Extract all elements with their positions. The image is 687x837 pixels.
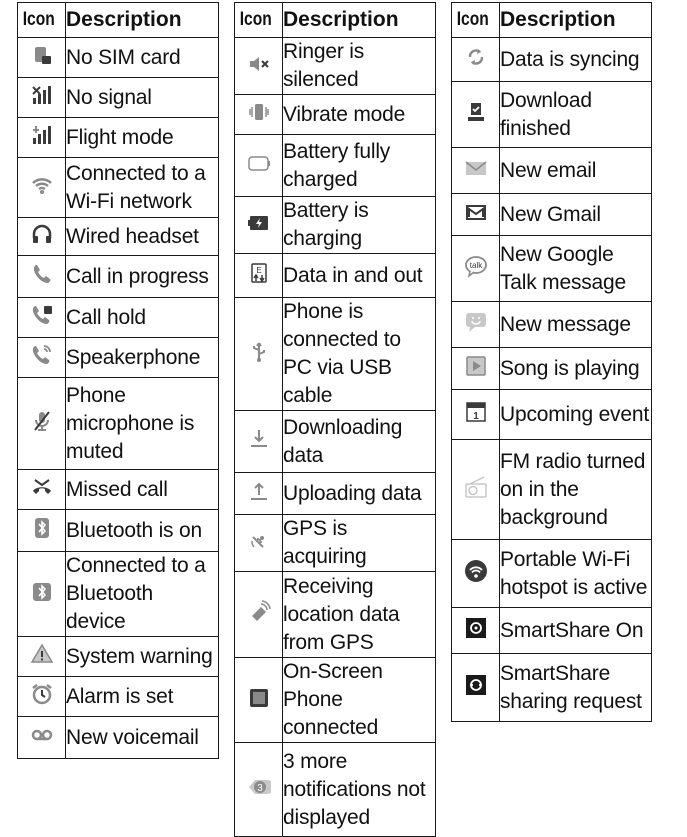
table-header-row	[452, 3, 652, 38]
icon-cell	[452, 540, 500, 608]
syncing-icon	[464, 45, 488, 69]
wifi-icon	[30, 173, 54, 197]
uploading-icon	[247, 479, 271, 503]
icon-cell	[18, 717, 66, 759]
description-cell: Download finished	[500, 82, 652, 148]
icon-cell	[452, 236, 500, 302]
description-cell: Phone microphone is muted	[66, 378, 219, 470]
header-icon: Icon	[239, 3, 278, 38]
description-cell: Phone is connected to PC via USB cable	[283, 298, 436, 411]
flight-mode-icon	[30, 123, 54, 147]
table-row	[18, 256, 219, 298]
icon-cell	[452, 148, 500, 194]
table-row	[452, 236, 652, 302]
table-row	[235, 411, 436, 473]
description-cell: Downloading data	[283, 411, 436, 473]
gps-receiving-icon	[247, 600, 271, 624]
table-row	[235, 135, 436, 197]
call-in-progress-icon	[30, 262, 54, 286]
icon-cell	[18, 298, 66, 338]
google-talk-icon	[464, 254, 488, 278]
description-cell: Ringer is silenced	[283, 38, 436, 95]
svg-text:3: 3	[256, 783, 263, 794]
fm-radio-icon	[464, 475, 488, 499]
icon-cell	[235, 298, 283, 411]
icon-cell	[235, 658, 283, 743]
description-cell: Wired headset	[66, 218, 219, 256]
download-finished-icon	[464, 100, 488, 124]
icon-cell	[18, 38, 66, 78]
icon-cell	[18, 338, 66, 378]
description-cell: Receiving location data from GPS	[283, 572, 436, 658]
system-warning-icon	[30, 642, 54, 666]
description-cell: Speakerphone	[66, 338, 219, 378]
icon-cell	[18, 552, 66, 637]
alarm-icon	[30, 682, 54, 706]
data-in-out-icon	[247, 261, 271, 285]
table-row	[18, 38, 219, 78]
svg-text:E: E	[255, 266, 262, 275]
icon-cell	[18, 78, 66, 118]
gmail-icon	[464, 200, 488, 224]
table-row	[18, 118, 219, 158]
icon-table-2	[234, 2, 436, 837]
table-row	[18, 378, 219, 470]
description-cell: No SIM card	[66, 38, 219, 78]
description-cell: Missed call	[66, 470, 219, 510]
icon-cell	[235, 95, 283, 135]
icon-cell	[235, 135, 283, 197]
icon-cell	[452, 82, 500, 148]
icon-cell	[18, 218, 66, 256]
description-cell: GPS is acquiring	[283, 515, 436, 572]
bluetooth-connected-icon	[30, 580, 54, 604]
table-row	[452, 540, 652, 608]
description-cell: Connected to a Bluetooth device	[66, 552, 219, 637]
description-cell: No signal	[66, 78, 219, 118]
icon-table-3	[451, 2, 652, 722]
table-row	[235, 197, 436, 254]
table-row	[452, 38, 652, 82]
header-description: Description	[500, 3, 652, 38]
table-row	[235, 743, 436, 837]
description-cell: Uploading data	[283, 473, 436, 515]
usb-icon	[247, 340, 271, 364]
table-row	[18, 158, 219, 218]
table-row	[18, 637, 219, 677]
icon-cell	[452, 654, 500, 722]
icon-cell	[18, 470, 66, 510]
call-hold-icon	[30, 303, 54, 327]
description-cell: Flight mode	[66, 118, 219, 158]
icon-cell	[18, 158, 66, 218]
description-cell: SmartShare On	[500, 608, 652, 654]
description-cell: Data is syncing	[500, 38, 652, 82]
description-cell: New Google Talk message	[500, 236, 652, 302]
table-row	[18, 552, 219, 637]
table-row	[235, 572, 436, 658]
table-row	[452, 440, 652, 540]
table-row	[18, 218, 219, 256]
description-cell: Bluetooth is on	[66, 510, 219, 552]
svg-text:1: 1	[472, 411, 479, 422]
icon-cell	[235, 38, 283, 95]
header-description: Description	[66, 3, 219, 38]
icon-cell	[452, 194, 500, 236]
table-row	[452, 348, 652, 390]
table-row	[452, 82, 652, 148]
battery-charging-icon	[247, 211, 271, 235]
icon-cell	[18, 510, 66, 552]
description-cell: New email	[500, 148, 652, 194]
description-cell: New message	[500, 302, 652, 348]
table-row	[18, 510, 219, 552]
table-row	[18, 78, 219, 118]
voicemail-icon	[30, 723, 54, 747]
description-cell: Call in progress	[66, 256, 219, 298]
vibrate-icon	[247, 100, 271, 124]
header-icon: Icon	[22, 3, 61, 38]
description-cell: SmartShare sharing request	[500, 654, 652, 722]
ringer-silenced-icon	[247, 52, 271, 76]
icon-cell	[18, 637, 66, 677]
no-signal-icon	[30, 83, 54, 107]
table-row	[235, 515, 436, 572]
description-cell: Battery fully charged	[283, 135, 436, 197]
icon-cell	[235, 515, 283, 572]
table-row	[452, 654, 652, 722]
table-row	[235, 298, 436, 411]
description-cell: Battery is charging	[283, 197, 436, 254]
icon-cell	[235, 473, 283, 515]
table-row	[235, 254, 436, 298]
battery-full-icon	[247, 151, 271, 175]
wired-headset-icon	[30, 222, 54, 246]
table-row	[18, 717, 219, 759]
speakerphone-icon	[30, 343, 54, 367]
calendar-icon	[464, 400, 488, 424]
icon-cell	[452, 608, 500, 654]
table-row	[18, 338, 219, 378]
onscreen-phone-icon	[247, 686, 271, 710]
description-cell: System warning	[66, 637, 219, 677]
table-row	[452, 608, 652, 654]
message-icon	[464, 310, 488, 334]
portable-hotspot-icon	[464, 559, 488, 583]
table-header-row	[235, 3, 436, 38]
description-cell: FM radio turned on in the background	[500, 440, 652, 540]
bluetooth-on-icon	[30, 516, 54, 540]
email-icon	[464, 156, 488, 180]
table-row	[452, 302, 652, 348]
icon-cell	[235, 197, 283, 254]
svg-text:talk: talk	[469, 261, 482, 270]
description-cell: 3 more notifications not displayed	[283, 743, 436, 837]
icon-cell	[452, 390, 500, 440]
icon-cell	[235, 572, 283, 658]
description-cell: Upcoming event	[500, 390, 652, 440]
description-cell: Alarm is set	[66, 677, 219, 717]
description-cell: Portable Wi-Fi hotspot is active	[500, 540, 652, 608]
table-row	[18, 470, 219, 510]
icon-cell	[452, 302, 500, 348]
more-notifications-icon	[247, 775, 271, 799]
table-row	[18, 677, 219, 717]
table-row	[452, 148, 652, 194]
table-row	[18, 298, 219, 338]
icon-cell	[235, 411, 283, 473]
description-cell: Call hold	[66, 298, 219, 338]
table-row	[235, 38, 436, 95]
icon-cell	[452, 440, 500, 540]
song-playing-icon	[464, 354, 488, 378]
description-cell: New voicemail	[66, 717, 219, 759]
description-cell: On-Screen Phone connected	[283, 658, 436, 743]
microphone-muted-icon	[30, 409, 54, 433]
icon-cell	[18, 378, 66, 470]
header-description: Description	[283, 3, 436, 38]
icon-cell	[452, 38, 500, 82]
smartshare-icon	[464, 616, 488, 640]
table-row	[235, 95, 436, 135]
smartshare-request-icon	[464, 673, 488, 697]
table-header-row	[18, 3, 219, 38]
downloading-icon	[247, 427, 271, 451]
table-row	[235, 473, 436, 515]
header-icon: Icon	[456, 3, 495, 38]
icon-cell	[18, 256, 66, 298]
missed-call-icon	[30, 475, 54, 499]
icon-cell	[235, 254, 283, 298]
icon-table-1	[17, 2, 219, 759]
description-cell: New Gmail	[500, 194, 652, 236]
icon-cell	[18, 118, 66, 158]
table-row	[452, 194, 652, 236]
table-row	[235, 658, 436, 743]
gps-acquiring-icon	[247, 529, 271, 553]
description-cell: Song is playing	[500, 348, 652, 390]
description-cell: Vibrate mode	[283, 95, 436, 135]
icon-cell	[235, 743, 283, 837]
table-row	[452, 390, 652, 440]
icon-cell	[452, 348, 500, 390]
no-sim-card-icon	[30, 43, 54, 67]
icon-cell	[18, 677, 66, 717]
description-cell: Data in and out	[283, 254, 436, 298]
description-cell: Connected to a Wi-Fi network	[66, 158, 219, 218]
